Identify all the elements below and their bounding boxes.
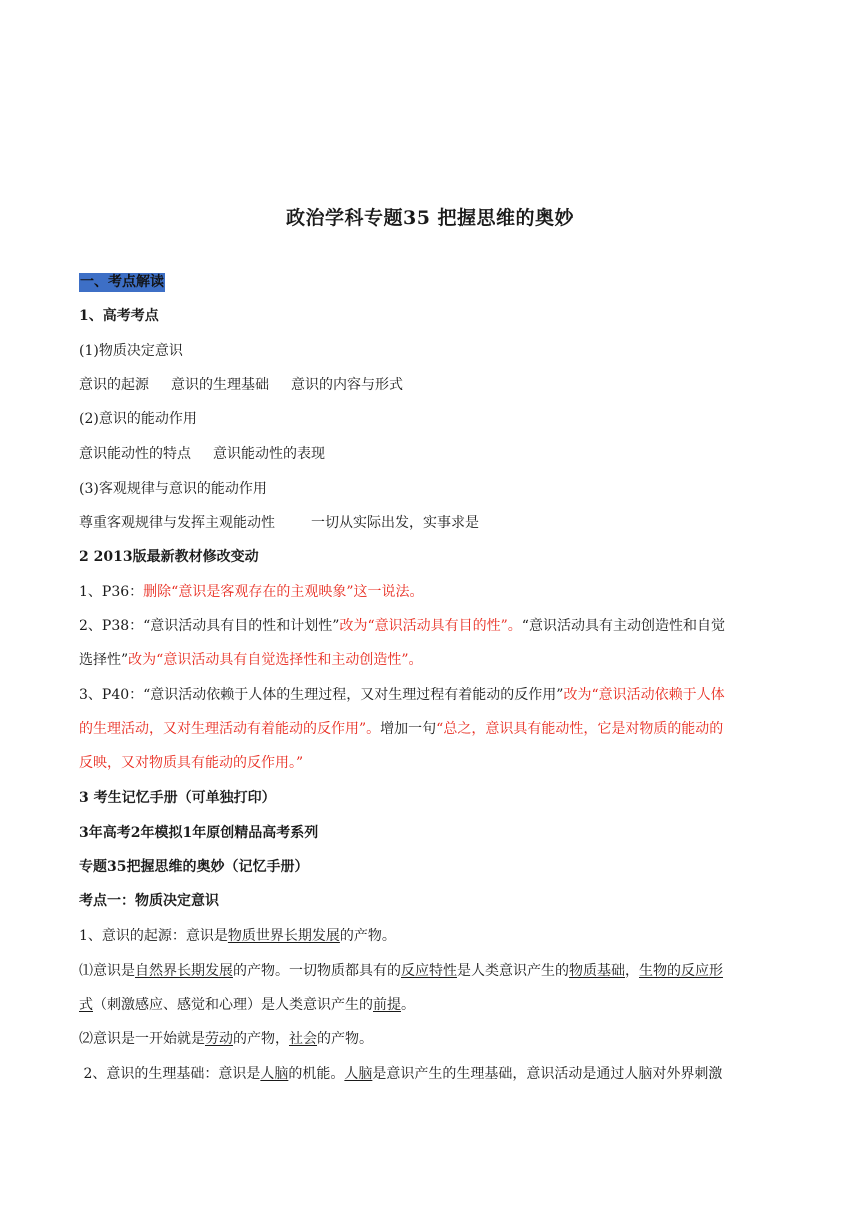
underlined-term: 物质基础 (569, 963, 625, 979)
point-3-items (79, 513, 789, 533)
change-1 (79, 582, 789, 602)
change-text: 改为“意识活动具有目的性”。 (339, 618, 522, 634)
text: ⑴意识是 (79, 963, 135, 979)
list-item: 意识的内容与形式 (291, 377, 403, 393)
underlined-term: 人脑 (260, 1066, 289, 1082)
change-text: “总之，意识具有能动性，它是对物质的能动的 (436, 721, 724, 737)
underlined-term: 物质世界长期发展 (227, 928, 340, 944)
underlined-term: 自然界长期发展 (135, 963, 233, 979)
subheading-exam-points: 1、高考考点 (79, 308, 159, 324)
highlighted-heading: 一、考点解读 (80, 274, 164, 290)
point-2-title: (2)意识的能动作用 (79, 411, 197, 427)
change-text: 的生理活动，又对生理活动有着能动的反作用”。 (79, 721, 381, 737)
text: 是意识产生的生理基础，意识活动是通过人脑对外界刺激 (372, 1066, 723, 1082)
list-item: 意识能动性的特点 (79, 446, 191, 462)
text: ⑵意识是一开始就是 (79, 1031, 205, 1047)
change-text: 改为“意识活动具有自觉选择性和主动创造性”。 (128, 652, 423, 668)
change-text: 2、P38：“意识活动具有目的性和计划性” (79, 618, 340, 634)
section-heading-2: 2 2013版最新教材修改变动 (79, 549, 259, 565)
underlined-term: 社会 (289, 1031, 317, 1047)
change-3-line-2 (79, 719, 789, 739)
list-item: 尊重客观规律与发挥主观能动性 (79, 515, 275, 531)
handbook-line-2 (79, 961, 789, 981)
change-2-line-1 (79, 616, 789, 636)
change-text: 删除“意识是客观存在的主观映象”这一说法。 (143, 584, 424, 600)
change-label: 1、P36： (79, 584, 144, 600)
text: 的产物。 (317, 1031, 373, 1047)
handbook-line-4 (79, 1029, 789, 1049)
text: 2、意识的生理基础：意识是 (79, 1066, 261, 1082)
change-text: 增加一句 (380, 721, 437, 737)
underlined-term: 人脑 (344, 1066, 373, 1082)
underlined-term: 反应特性 (401, 963, 457, 979)
section-heading-3: 3 考生记忆手册（可单独打印） (79, 790, 276, 806)
text: ， (625, 963, 639, 979)
text: 1、意识的起源：意识是 (79, 928, 228, 944)
underlined-term: 前提 (373, 997, 401, 1013)
underlined-term: 生物的反应形 (639, 963, 723, 979)
change-text: 选择性” (79, 652, 129, 668)
change-text: 改为“意识活动依赖于人体 (563, 687, 725, 703)
text: 的产物。 (339, 928, 396, 944)
handbook-line-5 (79, 1064, 789, 1084)
series-title: 3年高考2年模拟1年原创精品高考系列 (79, 825, 319, 841)
point-1-title: (1)物质决定意识 (79, 343, 183, 359)
text: 。 (401, 997, 415, 1013)
text: 的机能。 (288, 1066, 345, 1082)
change-text: 反映，又对物质具有能动的反作用。” (79, 755, 304, 771)
change-3-line-3 (79, 753, 789, 773)
list-item: 意识能动性的表现 (213, 446, 325, 462)
point-1-items (79, 375, 789, 395)
list-item: 一切从实际出发，实事求是 (311, 515, 479, 531)
text: 的产物， (233, 1031, 289, 1047)
point-3-title: (3)客观规律与意识的能动作用 (79, 481, 267, 497)
handbook-line-3 (79, 995, 789, 1015)
text: （刺激感应、感觉和心理）是人类意识产生的 (93, 997, 373, 1013)
section-heading-1 (79, 272, 789, 292)
change-3-line-1 (79, 685, 789, 705)
list-item: 意识的起源 (79, 377, 149, 393)
underlined-term: 式 (79, 997, 93, 1013)
list-item: 意识的生理基础 (171, 377, 269, 393)
change-text: 3、P40：“意识活动依赖于人体的生理过程，又对生理过程有着能动的反作用” (79, 687, 564, 703)
key-point-1: 考点一：物质决定意识 (79, 893, 219, 909)
point-2-items (79, 444, 789, 464)
text: 是人类意识产生的 (457, 963, 569, 979)
change-text: “意识活动具有主动创造性和自觉 (521, 618, 725, 634)
underlined-term: 劳动 (205, 1031, 233, 1047)
page-title: 政治学科专题35 把握思维的奥妙 (285, 207, 575, 229)
change-2-line-2 (79, 650, 789, 670)
handbook-subtitle: 专题35把握思维的奥妙（记忆手册） (79, 859, 309, 875)
text: 的产物。一切物质都具有的 (233, 963, 401, 979)
handbook-line-1 (79, 926, 789, 946)
